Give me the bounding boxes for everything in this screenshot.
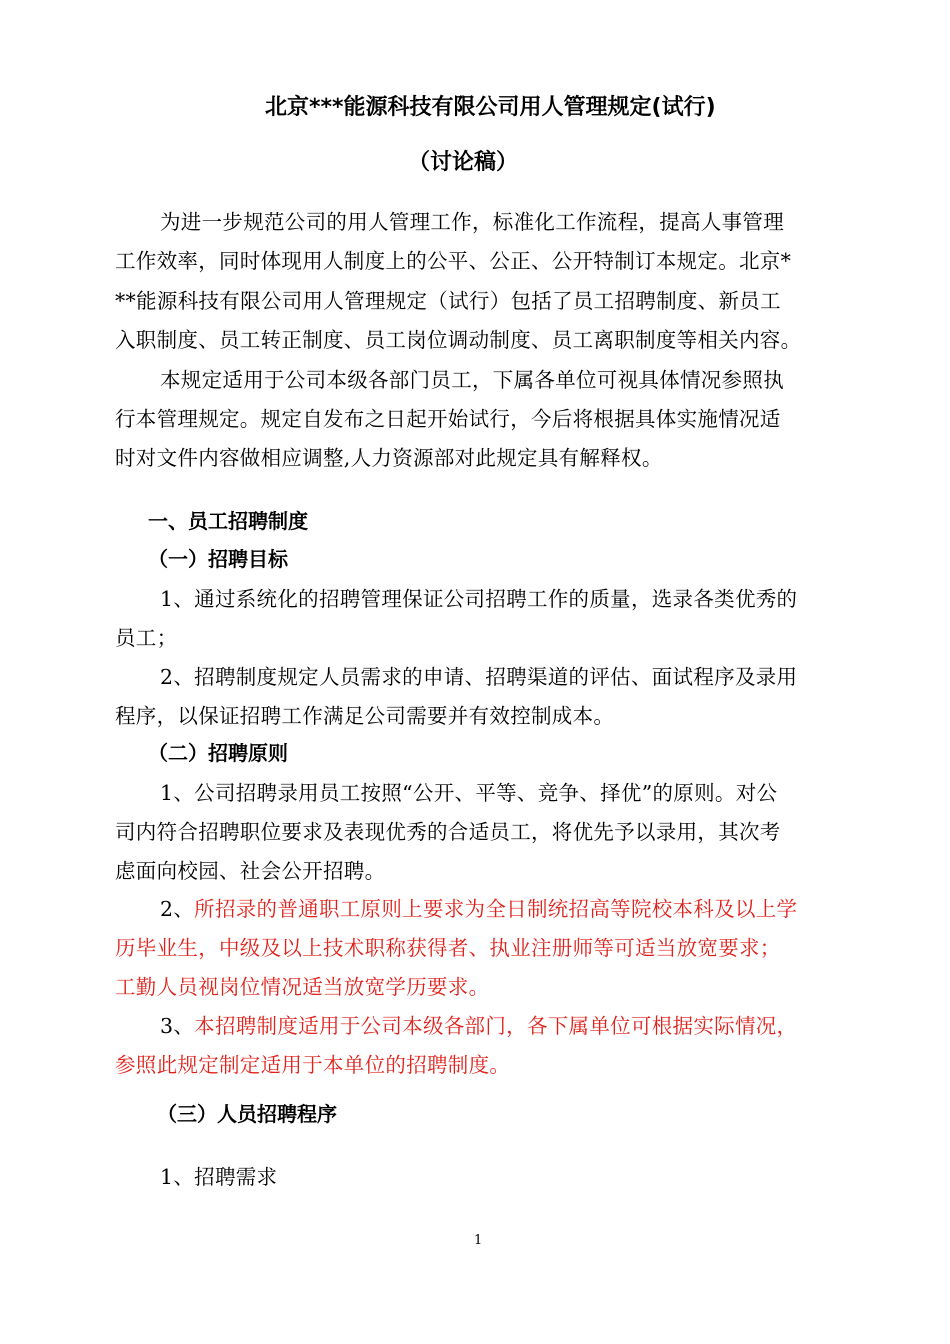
principle-item-2-number: 2、 — [160, 897, 195, 921]
subsection-heading-principles: （二）招聘原则 — [148, 741, 288, 765]
intro-paragraph-2-line-2: 行本管理规定。规定自发布之日起开始试行，今后将根据具体实施情况适 — [115, 407, 781, 431]
intro-paragraph-2-line-1: 本规定适用于公司本级各部门员工，下属各单位可视具体情况参照执 — [160, 368, 784, 392]
principle-item-2-text: 所招录的普通职工原则上要求为全日制统招高等院校本科及以上学 — [194, 897, 798, 921]
procedure-item-1: 1、招聘需求 — [160, 1165, 278, 1189]
intro-paragraph-2-line-3: 时对文件内容做相应调整,人力资源部对此规定具有解释权。 — [115, 446, 663, 470]
intro-paragraph-1-line-2: 工作效率，同时体现用人制度上的公平、公正、公开特制订本规定。北京* — [115, 249, 792, 273]
section-heading-recruitment: 一、员工招聘制度 — [148, 509, 308, 533]
principle-item-1-line-3: 虑面向校园、社会公开招聘。 — [115, 859, 386, 883]
principle-item-1-line-2: 司内符合招聘职位要求及表现优秀的合适员工，将优先予以录用，其次考 — [115, 820, 781, 844]
page-number: 1 — [474, 1233, 483, 1248]
intro-paragraph-1-line-1: 为进一步规范公司的用人管理工作，标准化工作流程，提高人事管理 — [160, 210, 784, 234]
intro-paragraph-1-line-3: **能源科技有限公司用人管理规定（试行）包括了员工招聘制度、新员工 — [115, 289, 781, 313]
principle-item-2-line-2: 历毕业生，中级及以上技术职称获得者、执业注册师等可适当放宽要求； — [115, 936, 781, 960]
document-title: 北京***能源科技有限公司用人管理规定(试行) — [265, 95, 716, 120]
principle-item-2-line-3: 工勤人员视岗位情况适当放宽学历要求。 — [115, 975, 490, 999]
goal-item-2-line-2: 程序，以保证招聘工作满足公司需要并有效控制成本。 — [115, 704, 615, 728]
goal-item-1-line-2: 员工； — [115, 626, 178, 650]
principle-item-1-line-1: 1、公司招聘录用员工按照“公开、平等、竞争、择优”的原则。对公 — [160, 781, 778, 805]
principle-item-2-line-1 — [160, 892, 797, 922]
goal-item-2-line-1: 2、招聘制度规定人员需求的申请、招聘渠道的评估、面试程序及录用 — [160, 665, 798, 689]
subsection-heading-procedure: （三）人员招聘程序 — [157, 1102, 337, 1126]
document-subtitle: （讨论稿） — [408, 150, 519, 175]
principle-item-3-line-1 — [160, 1009, 797, 1039]
intro-paragraph-1-line-4: 入职制度、员工转正制度、员工岗位调动制度、员工离职制度等相关内容。 — [115, 328, 802, 352]
principle-item-3-line-2: 参照此规定制定适用于本单位的招聘制度。 — [115, 1053, 511, 1077]
goal-item-1-line-1: 1、通过系统化的招聘管理保证公司招聘工作的质量，选录各类优秀的 — [160, 587, 798, 611]
subsection-heading-goals: （一）招聘目标 — [148, 547, 288, 571]
principle-item-3-text: 本招聘制度适用于公司本级各部门，各下属单位可根据实际情况， — [194, 1014, 798, 1038]
principle-item-3-number: 3、 — [160, 1014, 195, 1038]
